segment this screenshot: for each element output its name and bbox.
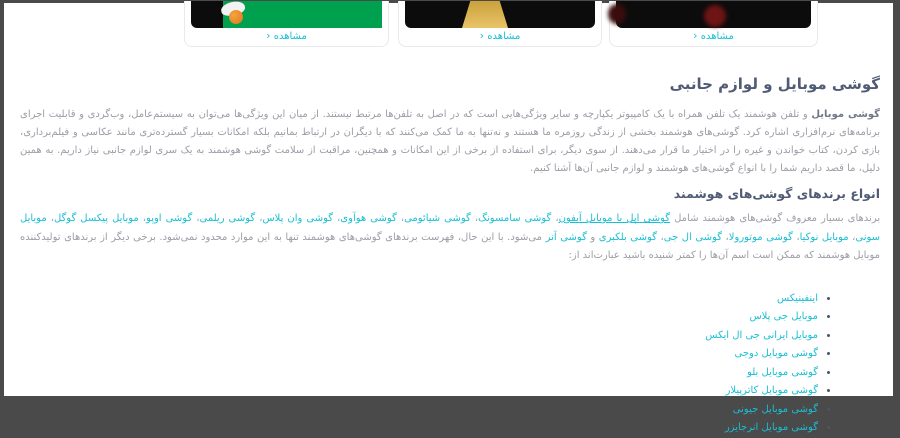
brand-link[interactable]: موبایل سونی bbox=[20, 213, 881, 243]
brands-sub-title: انواع برندهای گوشی‌های هوشمند bbox=[673, 186, 880, 201]
chevron-left-icon: ‹ bbox=[479, 29, 485, 42]
text-segment: ، bbox=[792, 231, 800, 243]
brand-list-link[interactable]: موبایل جی پلاس bbox=[749, 311, 818, 322]
brand-list-link[interactable]: گوشی موبایل بلو bbox=[747, 366, 818, 378]
text-segment: ، bbox=[396, 213, 405, 224]
brand-list-link[interactable]: گوشی موبایل کاترپیلار bbox=[725, 385, 818, 396]
brand-link[interactable]: گوشی اوپو bbox=[146, 213, 193, 224]
brand-link[interactable]: گوشی موتورولا bbox=[728, 231, 793, 243]
promo-cards-row bbox=[4, 3, 893, 47]
text-segment: ، bbox=[255, 213, 263, 224]
brand-list-link[interactable]: اینفینیکس bbox=[777, 292, 818, 304]
page-title: گوشی موبایل و لوازم جانبی bbox=[669, 75, 880, 93]
text-segment: ، bbox=[656, 231, 664, 243]
promo-card-gold[interactable] bbox=[398, 1, 602, 47]
text-segment: ، bbox=[138, 213, 147, 224]
view-link[interactable] bbox=[610, 29, 817, 42]
brand-list-item bbox=[20, 401, 818, 420]
promo-card-basketball[interactable] bbox=[184, 1, 389, 47]
brand-link[interactable]: گوشی هوآوی bbox=[340, 213, 397, 224]
brand-link[interactable]: گوشی وان پلاس bbox=[262, 213, 334, 224]
text-segment: می‌شود. با این حال، فهرست برندهای گوشی‌های هوشمند تنها به این موارد محدود نمی‌شود. برخی دیگر از برندهای تولیدکننده موبایل هوشمند که ممکن است اسم آن‌ها را کمتر شنیده باشید عبارت‌اند از: bbox=[20, 231, 880, 261]
text-segment: ، bbox=[333, 213, 341, 224]
text-segment: ، bbox=[551, 213, 559, 224]
brands-paragraph bbox=[20, 210, 880, 266]
text-segment: ، bbox=[470, 213, 479, 224]
text-segment: ، bbox=[722, 231, 729, 243]
intro-lead: گوشی موبایل bbox=[811, 109, 880, 120]
text-segment: برندهای بسیار معروف گوشی‌های هوشمند شامل bbox=[670, 213, 881, 224]
brand-list-link[interactable]: گوشی موبایل دوجی bbox=[734, 348, 818, 359]
brand-list-item bbox=[20, 308, 818, 327]
intro-paragraph bbox=[20, 106, 880, 178]
brand-list-link[interactable]: گوشی موبایل انرجایزر bbox=[724, 422, 818, 433]
brand-list-item bbox=[20, 327, 818, 346]
basketball-art bbox=[229, 10, 243, 24]
green-banner-art bbox=[223, 1, 382, 28]
brand-link[interactable]: گوشی ال جی bbox=[663, 231, 722, 243]
red-banner-art bbox=[704, 5, 726, 27]
gold-banner-art bbox=[462, 1, 508, 28]
view-link-label: مشاهده bbox=[487, 31, 521, 42]
brand-link[interactable]: گوشی آنر bbox=[545, 231, 587, 243]
chevron-left-icon: ‹ bbox=[693, 29, 698, 42]
brand-list-item bbox=[20, 382, 818, 401]
brand-link[interactable]: گوشی ریلمی bbox=[199, 213, 256, 224]
promo-card-image bbox=[616, 1, 811, 28]
intro-text: و تلفن هوشمند یک تلفن همراه با یک کامپیوتر یکپارچه و سایر ویژگی‌هایی است که در اصل به تلفن‌ها مرتبط نیستند. از میان این ویژگی‌ها می‌توان به سیستم‌عامل، وب‌گردی و قابلیت اجرای برنامه‌های نرم‌افزاری اشاره کرد. گوشی‌های هوشمند بخشی از زندگی روزمره ما هستند و نه‌تنها به ما کمک می‌کنند که با دیگران در ارتباط بمانیم بلکه امکانات بسیار گسترده‌تری مانند عکاسی و فیلم‌برداری، بازی کردن، کتاب خواندن و غیره را در اختیار ما قرار می‌دهند. از سوی دیگر، برای استفاده از برخی از این امکانات و همچنین، مراقبت از سلامت گوشی هوشمند به یک سری لوازم جانبی نیاز داریم. به همین دلیل، ما قصد داریم شما را با انواع گوشی‌های هوشمند و لوازم جانبی آن‌ها آشنا کنیم. bbox=[20, 109, 880, 174]
text-segment: و bbox=[586, 231, 599, 243]
brand-list-link[interactable]: موبایل ایرانی جی ال ایکس bbox=[705, 329, 818, 341]
brand-link[interactable]: گوشی شیائومی bbox=[404, 213, 471, 224]
brand-link[interactable]: گوشی اپل یا موبایل آیفون bbox=[558, 213, 671, 224]
brand-list-item bbox=[20, 364, 818, 383]
view-link-label: مشاهده bbox=[273, 31, 307, 42]
text-segment: ، bbox=[192, 213, 200, 224]
promo-card-dark-red[interactable] bbox=[609, 1, 818, 47]
page bbox=[4, 3, 893, 433]
chevron-left-icon: ‹ bbox=[266, 29, 271, 42]
text-segment: ، bbox=[46, 213, 54, 224]
text-segment: ، bbox=[848, 231, 856, 243]
brand-list-item bbox=[20, 419, 818, 438]
brand-list-item bbox=[20, 345, 818, 364]
brand-link[interactable]: گوشی بلکبری bbox=[598, 231, 657, 243]
brand-list-link[interactable]: گوشی موبایل جیونی bbox=[732, 403, 818, 415]
view-link[interactable] bbox=[185, 29, 388, 42]
view-link-label: مشاهده bbox=[700, 31, 734, 42]
brand-link[interactable]: موبایل پیکسل گوگل bbox=[53, 213, 139, 224]
brand-link[interactable]: گوشی سامسونگ bbox=[478, 213, 552, 224]
brand-link[interactable]: موبایل نوکیا bbox=[799, 231, 849, 243]
brand-list-item bbox=[20, 290, 818, 309]
view-link[interactable] bbox=[399, 29, 601, 42]
seo-content bbox=[4, 75, 893, 438]
red-banner-art-left bbox=[608, 4, 626, 24]
brand-list bbox=[20, 290, 880, 438]
promo-card-image bbox=[405, 1, 595, 28]
promo-card-image bbox=[191, 1, 382, 28]
